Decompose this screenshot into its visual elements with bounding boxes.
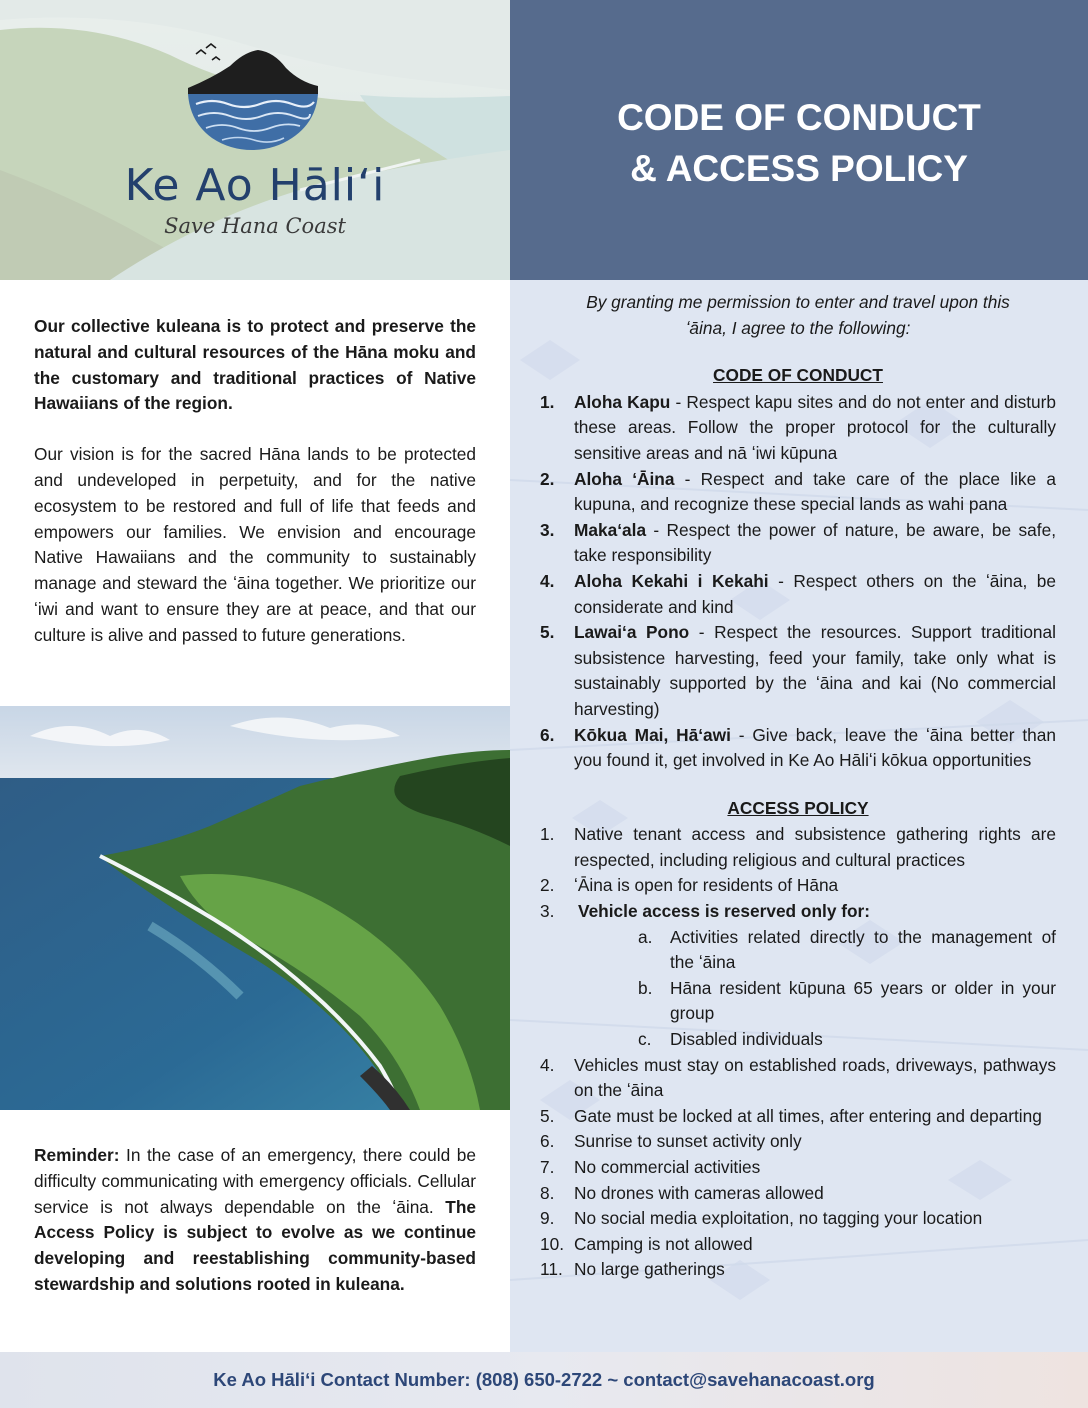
conduct-text: - Respect the power of nature, be aware, be safe, take responsibility <box>574 519 1056 566</box>
policy-item <box>540 1155 1056 1181</box>
policy-item <box>540 1104 1056 1130</box>
logo-tagline: Save Hana Coast <box>164 214 346 238</box>
policy-text: No commercial activities <box>574 1157 761 1177</box>
access-policy-list <box>540 822 1056 1283</box>
policy-item <box>540 1129 1056 1155</box>
conduct-term: Makaʻala <box>574 519 647 540</box>
policy-text: No drones with cameras allowed <box>574 1182 824 1203</box>
mission-statement: Our collective kuleana is to protect and preserve the natural and cultural resources of the Hāna moku and the customary and traditional practices of Native Hawaiians of the region. <box>34 316 476 414</box>
policy-item <box>540 899 1056 1053</box>
logo-emblem-icon <box>182 38 322 150</box>
reminder-policy-note: The Access Policy is subject to evolve as we continue developing and reestablishing community-based stewardship and solutions rooted in kuleana. <box>34 1196 476 1294</box>
conduct-term: Aloha Kapu <box>574 391 671 412</box>
policy-item <box>540 1257 1056 1283</box>
policy-item <box>540 1232 1056 1258</box>
policy-number: 9. <box>540 1208 555 1229</box>
policy-text: Native tenant access and subsistence gathering rights are respected, including religious and cultural practices <box>574 824 1056 870</box>
logo-panel <box>0 0 510 280</box>
policy-text: Sunrise to sunset activity only <box>574 1131 802 1152</box>
policy-text: No large gatherings <box>574 1259 725 1280</box>
contact-info: Ke Ao Hāliʻi Contact Number: (808) 650-2722 ~ contact@savehanacoast.org <box>213 1369 875 1390</box>
policy-number: 10. <box>540 1233 565 1254</box>
policy-subitem-text: Activities related directly to the management of the ʻāina <box>670 926 1056 973</box>
reminder-label: Reminder: <box>34 1145 120 1165</box>
policy-text: Gate must be locked at all times, after entering and departing <box>574 1105 1042 1126</box>
conduct-term: Kōkua Mai, Hāʻawi <box>574 724 731 745</box>
reminder-text: In the case of an emergency, there could be difficulty communicating with emergency officials. Cellular service is not always dependable on the ʻāina. <box>34 1145 476 1217</box>
logo-name: Ke Ao Hāliʻi <box>124 160 386 211</box>
policy-number: 1. <box>540 824 555 845</box>
policy-subitem-text: Disabled individuals <box>670 1029 823 1050</box>
access-policy-heading: ACCESS POLICY <box>727 797 869 818</box>
policy-subitem <box>574 1027 1056 1053</box>
contact-footer <box>0 1352 1088 1408</box>
conduct-number: 5. <box>540 622 555 643</box>
page-title-line-1: CODE OF CONDUCT <box>617 97 981 138</box>
policy-item <box>540 1053 1056 1104</box>
vehicle-access-heading: Vehicle access is reserved only for: <box>578 901 871 922</box>
intro-section <box>34 314 476 674</box>
policy-number: 8. <box>540 1182 555 1203</box>
policy-item <box>540 822 1056 873</box>
policy-subitem-text: Hāna resident kūpuna 65 years or older in your group <box>670 977 1056 1024</box>
policy-number: 11. <box>540 1259 563 1280</box>
policy-number: 3. <box>540 901 555 922</box>
policy-number: 6. <box>540 1131 555 1152</box>
conduct-term: Aloha Kekahi i Kekahi <box>574 570 769 591</box>
policy-item <box>540 1181 1056 1207</box>
policy-number: 7. <box>540 1157 555 1177</box>
conduct-text: - Respect and take care of the place like a kupuna, and recognize these special lands as wahi pana <box>574 468 1056 515</box>
policy-item <box>540 873 1056 899</box>
policy-text: Camping is not allowed <box>574 1233 753 1254</box>
policy-subitem-letter: c. <box>638 1029 652 1050</box>
conduct-text: - Give back, leave the ʻāina better than you found it, get involved in Ke Ao Hāliʻi kōkua opportunities <box>574 724 1056 771</box>
conduct-number: 6. <box>540 724 555 745</box>
policy-subitem <box>574 976 1056 1027</box>
conduct-text: - Respect kapu sites and do not enter and disturb these areas. Follow the proper protocol for the culturally sensitive areas and nā ʻiwi kūpuna <box>574 391 1056 463</box>
policy-subitem <box>574 925 1056 976</box>
policy-subitem-letter: a. <box>638 926 653 947</box>
conduct-term: Aloha ʻĀina <box>574 468 675 489</box>
policy-number: 4. <box>540 1054 555 1075</box>
code-of-conduct-list <box>540 390 1056 774</box>
conduct-term: Lawaiʻa Pono <box>574 622 690 643</box>
conduct-item <box>540 620 1056 722</box>
policy-number: 5. <box>540 1105 555 1126</box>
conduct-item <box>540 467 1056 518</box>
title-panel <box>510 0 1088 280</box>
conduct-number: 1. <box>540 391 555 412</box>
conduct-number: 2. <box>540 468 555 489</box>
policy-text: Vehicles must stay on established roads, driveways, pathways on the ʻāina <box>574 1054 1056 1101</box>
policy-number: 2. <box>540 875 555 896</box>
reminder-section <box>34 1143 476 1298</box>
aerial-coast-photo <box>0 706 510 1110</box>
conduct-text: - Respect the resources. Support traditional subsistence harvesting, feed your family, take only what is sustainably supported by the ʻāina and kai (No commercial harvesting) <box>574 622 1056 719</box>
policy-text: No social media exploitation, no tagging your location <box>574 1208 983 1229</box>
policy-content <box>540 290 1056 1283</box>
conduct-number: 4. <box>540 570 555 591</box>
policy-text: ʻĀina is open for residents of Hāna <box>574 875 839 896</box>
conduct-item <box>540 723 1056 774</box>
conduct-item <box>540 518 1056 569</box>
policy-item <box>540 1206 1056 1232</box>
conduct-item <box>540 390 1056 467</box>
code-of-conduct-heading: CODE OF CONDUCT <box>713 365 883 386</box>
conduct-text: - Respect others on the ʻāina, be considerate and kind <box>574 570 1056 617</box>
conduct-item <box>540 569 1056 620</box>
vision-statement: Our vision is for the sacred Hāna lands to be protected and undeveloped in perpetuity, and for the native ecosystem to be restored and full of life that feeds and empowers our families. We envision and encourage Native Hawaiians and the community to sustainably manage and steward the ʻāina together. We prioritize our ʻiwi and want to ensure they are at peace, and that our culture is alive and passed to future generations. <box>34 444 476 645</box>
policy-subitem-letter: b. <box>638 977 653 998</box>
conduct-number: 3. <box>540 519 555 540</box>
page-title-line-2: & ACCESS POLICY <box>630 148 968 189</box>
vehicle-access-sublist <box>574 925 1056 1053</box>
agreement-lead: By granting me permission to enter and travel upon this ʻāina, I agree to the following: <box>586 292 1010 338</box>
